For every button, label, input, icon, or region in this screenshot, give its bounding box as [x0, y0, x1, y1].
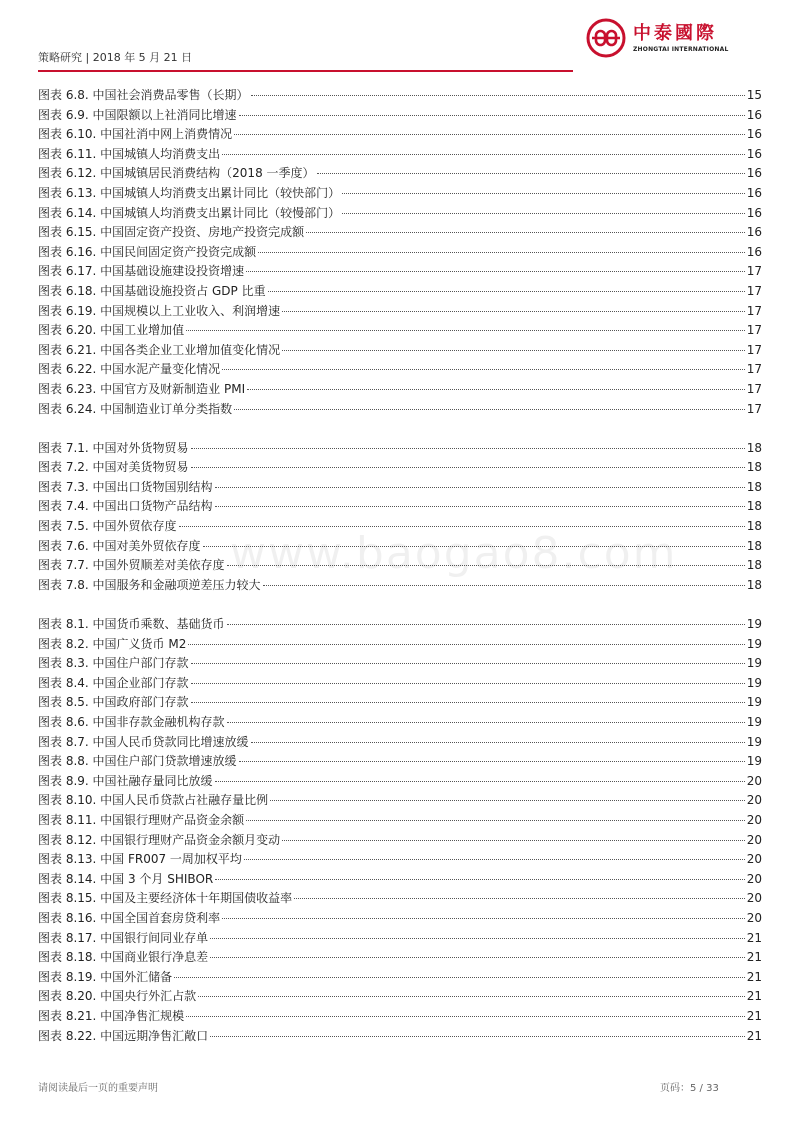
- toc-entry[interactable]: [38, 909, 762, 929]
- toc-entry-page: 19: [746, 636, 762, 651]
- toc-entry-label: 图表 6.10. 中国社消中网上消费情况: [38, 127, 233, 142]
- footer-page-number: 页码：5 / 33: [660, 1083, 719, 1094]
- toc-entry-page: 17: [746, 323, 762, 338]
- toc-entry-page: 18: [746, 558, 762, 573]
- toc-dot-leader: [342, 193, 745, 194]
- toc-entry-page: 21: [746, 989, 762, 1004]
- toc-dot-leader: [227, 722, 745, 723]
- toc-entry-page: 20: [746, 773, 762, 788]
- toc-entry-page: 21: [746, 930, 762, 945]
- toc-entry-label: 图表 6.19. 中国规模以上工业收入、利润增速: [38, 303, 281, 318]
- toc-entry[interactable]: [38, 654, 762, 674]
- toc-entry[interactable]: [38, 262, 762, 282]
- toc-entry-label: 图表 7.8. 中国服务和金融项逆差压力较大: [38, 577, 261, 592]
- toc-entry-label: 图表 7.4. 中国出口货物产品结构: [38, 499, 213, 514]
- toc-entry-label: 图表 8.22. 中国远期净售汇敞口: [38, 1028, 209, 1043]
- toc-dot-leader: [246, 271, 745, 272]
- toc-dot-leader: [244, 859, 745, 860]
- toc-entry[interactable]: [38, 439, 762, 459]
- toc-entry-page: 19: [746, 695, 762, 710]
- toc-entry[interactable]: [38, 987, 762, 1007]
- toc-entry[interactable]: [38, 478, 762, 498]
- toc-dot-leader: [234, 134, 745, 135]
- toc-dot-leader: [282, 311, 745, 312]
- footer-disclaimer: 请阅读最后一页的重要声明: [38, 1083, 158, 1094]
- toc-entry-page: 20: [746, 812, 762, 827]
- toc-entry-page: 20: [746, 871, 762, 886]
- toc-entry[interactable]: [38, 86, 762, 106]
- toc-entry[interactable]: [38, 635, 762, 655]
- toc-entry[interactable]: [38, 517, 762, 537]
- toc-entry[interactable]: [38, 772, 762, 792]
- toc-entry-page: 17: [746, 303, 762, 318]
- toc-entry[interactable]: [38, 282, 762, 302]
- toc-dot-leader: [222, 918, 745, 919]
- toc-entry[interactable]: [38, 145, 762, 165]
- zhongtai-logo-icon: [586, 18, 626, 58]
- toc-entry-label: 图表 6.9. 中国限额以上社消同比增速: [38, 107, 237, 122]
- toc-dot-leader: [191, 448, 745, 449]
- toc-entry-label: 图表 6.18. 中国基础设施投资占 GDP 比重: [38, 283, 266, 298]
- toc-entry-page: 17: [746, 283, 762, 298]
- toc-entry[interactable]: [38, 380, 762, 400]
- toc-entry-label: 图表 7.6. 中国对美外贸依存度: [38, 538, 201, 553]
- toc-entry-page: 18: [746, 479, 762, 494]
- toc-dot-leader: [215, 879, 744, 880]
- toc-entry-page: 16: [746, 166, 762, 181]
- toc-dot-leader: [282, 350, 745, 351]
- toc-entry-page: 17: [746, 362, 762, 377]
- toc-entry[interactable]: [38, 223, 762, 243]
- toc-entry-label: 图表 8.14. 中国 3 个月 SHIBOR: [38, 871, 214, 886]
- logo-chinese-name: 中泰國際: [633, 22, 717, 44]
- toc-entry[interactable]: [38, 1027, 762, 1047]
- toc-entry[interactable]: [38, 929, 762, 949]
- toc-entry[interactable]: [38, 184, 762, 204]
- toc-entry[interactable]: [38, 458, 762, 478]
- toc-entry-label: 图表 7.7. 中国外贸顺差对美依存度: [38, 558, 225, 573]
- toc-group: [38, 86, 762, 419]
- toc-entry[interactable]: [38, 968, 762, 988]
- toc-entry-label: 图表 8.12. 中国银行理财产品资金余额月变动: [38, 832, 281, 847]
- toc-dot-leader: [191, 683, 745, 684]
- toc-entry-label: 图表 7.3. 中国出口货物国别结构: [38, 479, 213, 494]
- toc-entry[interactable]: [38, 125, 762, 145]
- watermark: www.baogao8.com: [230, 528, 678, 579]
- toc-entry-page: 15: [746, 88, 762, 102]
- toc-entry-label: 图表 6.22. 中国水泥产量变化情况: [38, 362, 221, 377]
- toc-entry-page: 20: [746, 832, 762, 847]
- toc-entry[interactable]: [38, 360, 762, 380]
- toc-entry[interactable]: [38, 321, 762, 341]
- toc-dot-leader: [227, 565, 745, 566]
- toc-dot-leader: [317, 173, 745, 174]
- toc-dot-leader: [239, 115, 745, 116]
- toc-dot-leader: [282, 840, 745, 841]
- toc-entry-page: 17: [746, 381, 762, 396]
- toc-entry[interactable]: [38, 537, 762, 557]
- toc-entry-label: 图表 8.21. 中国净售汇规模: [38, 1008, 185, 1023]
- toc-dot-leader: [198, 996, 745, 997]
- toc-dot-leader: [188, 644, 744, 645]
- toc-entry[interactable]: [38, 889, 762, 909]
- toc-entry-page: 20: [746, 852, 762, 867]
- toc-entry-label: 图表 6.23. 中国官方及财新制造业 PMI: [38, 381, 246, 396]
- table-of-figures: [38, 86, 762, 1046]
- toc-dot-leader: [215, 487, 745, 488]
- toc-entry-page: 21: [746, 1028, 762, 1043]
- toc-entry-page: 17: [746, 264, 762, 279]
- toc-entry[interactable]: [38, 164, 762, 184]
- toc-entry[interactable]: [38, 948, 762, 968]
- toc-dot-leader: [258, 252, 745, 253]
- toc-entry[interactable]: [38, 850, 762, 870]
- toc-dot-leader: [247, 389, 745, 390]
- toc-dot-leader: [210, 957, 745, 958]
- toc-entry-page: 18: [746, 538, 762, 553]
- toc-entry-label: 图表 8.3. 中国住户部门存款: [38, 656, 189, 671]
- toc-entry[interactable]: [38, 556, 762, 576]
- toc-entry[interactable]: [38, 341, 762, 361]
- toc-entry-page: 19: [746, 734, 762, 749]
- toc-entry[interactable]: [38, 870, 762, 890]
- company-logo: [586, 18, 728, 58]
- toc-entry-label: 图表 6.8. 中国社会消费品零售（长期）: [38, 88, 249, 102]
- header-divider: [38, 70, 573, 72]
- toc-group: [38, 439, 762, 596]
- toc-entry[interactable]: [38, 811, 762, 831]
- toc-entry-label: 图表 6.17. 中国基础设施建设投资增速: [38, 264, 245, 279]
- toc-entry[interactable]: [38, 733, 762, 753]
- toc-entry-page: 16: [746, 205, 762, 220]
- toc-entry[interactable]: [38, 106, 762, 126]
- toc-entry-page: 19: [746, 617, 762, 632]
- toc-dot-leader: [179, 526, 745, 527]
- header-section-date: 策略研究 | 2018 年 5 月 21 日: [38, 51, 193, 64]
- toc-entry-page: 21: [746, 969, 762, 984]
- toc-entry-label: 图表 8.11. 中国银行理财产品资金余额: [38, 812, 245, 827]
- toc-entry-label: 图表 8.9. 中国社融存量同比放缓: [38, 773, 213, 788]
- toc-dot-leader: [227, 624, 745, 625]
- toc-entry-label: 图表 6.12. 中国城镇居民消费结构（2018 一季度）: [38, 166, 315, 181]
- toc-entry-label: 图表 7.1. 中国对外货物贸易: [38, 440, 189, 455]
- toc-entry-label: 图表 6.11. 中国城镇人均消费支出: [38, 146, 221, 161]
- toc-entry-label: 图表 6.16. 中国民间固定资产投资完成额: [38, 244, 257, 259]
- toc-entry-label: 图表 8.10. 中国人民币贷款占社融存量比例: [38, 793, 269, 808]
- toc-entry-label: 图表 6.14. 中国城镇人均消费支出累计同比（较慢部门）: [38, 205, 341, 220]
- toc-entry-page: 20: [746, 891, 762, 906]
- toc-dot-leader: [234, 409, 745, 410]
- toc-entry[interactable]: [38, 615, 762, 635]
- toc-entry[interactable]: [38, 752, 762, 772]
- toc-dot-leader: [186, 330, 745, 331]
- toc-entry-label: 图表 6.15. 中国固定资产投资、房地产投资完成额: [38, 225, 305, 240]
- toc-dot-leader: [191, 467, 745, 468]
- toc-dot-leader: [251, 95, 745, 96]
- toc-entry-label: 图表 8.4. 中国企业部门存款: [38, 675, 189, 690]
- toc-dot-leader: [294, 898, 745, 899]
- toc-entry-page: 16: [746, 225, 762, 240]
- toc-entry-page: 20: [746, 910, 762, 925]
- toc-entry-page: 19: [746, 715, 762, 729]
- toc-dot-leader: [215, 506, 745, 507]
- toc-dot-leader: [251, 742, 745, 743]
- toc-entry-page: 21: [746, 1008, 762, 1023]
- toc-entry-label: 图表 8.20. 中国央行外汇占款: [38, 989, 197, 1004]
- toc-dot-leader: [270, 800, 745, 801]
- toc-entry-page: 18: [746, 460, 762, 475]
- toc-dot-leader: [210, 1036, 745, 1037]
- toc-entry[interactable]: [38, 400, 762, 420]
- toc-entry-label: 图表 8.16. 中国全国首套房贷利率: [38, 910, 221, 925]
- toc-entry-label: 图表 8.15. 中国及主要经济体十年期国债收益率: [38, 891, 293, 906]
- toc-entry[interactable]: [38, 576, 762, 596]
- toc-entry-label: 图表 8.7. 中国人民币贷款同比增速放缓: [38, 734, 249, 749]
- toc-entry-page: 18: [746, 577, 762, 592]
- logo-english-name: ZHONGTAI INTERNATIONAL: [633, 45, 729, 53]
- toc-entry[interactable]: [38, 243, 762, 263]
- toc-entry-page: 19: [746, 675, 762, 690]
- toc-dot-leader: [222, 369, 745, 370]
- toc-group: [38, 615, 762, 1046]
- toc-entry[interactable]: [38, 1007, 762, 1027]
- toc-entry-page: 17: [746, 342, 762, 357]
- toc-entry-page: 16: [746, 107, 762, 122]
- toc-entry-label: 图表 8.13. 中国 FR007 一周加权平均: [38, 852, 242, 867]
- toc-entry-label: 图表 8.18. 中国商业银行净息差: [38, 950, 209, 965]
- toc-entry-page: 19: [746, 656, 762, 671]
- toc-entry-page: 16: [746, 146, 762, 161]
- toc-entry-page: 16: [746, 185, 762, 200]
- toc-entry[interactable]: [38, 497, 762, 517]
- toc-dot-leader: [239, 761, 745, 762]
- toc-entry-page: 16: [746, 244, 762, 259]
- toc-entry[interactable]: [38, 791, 762, 811]
- toc-entry-page: 18: [746, 499, 762, 514]
- toc-entry-label: 图表 8.17. 中国银行间同业存单: [38, 930, 209, 945]
- toc-entry-label: 图表 6.24. 中国制造业订单分类指数: [38, 401, 233, 416]
- toc-entry-label: 图表 8.5. 中国政府部门存款: [38, 695, 189, 710]
- toc-dot-leader: [222, 154, 745, 155]
- toc-entry-label: 图表 6.13. 中国城镇人均消费支出累计同比（较快部门）: [38, 185, 341, 200]
- toc-entry-page: 16: [746, 127, 762, 142]
- toc-entry-label: 图表 6.21. 中国各类企业工业增加值变化情况: [38, 342, 281, 357]
- toc-dot-leader: [210, 938, 745, 939]
- toc-dot-leader: [186, 1016, 745, 1017]
- toc-entry[interactable]: [38, 674, 762, 694]
- toc-entry-label: 图表 7.2. 中国对美货物贸易: [38, 460, 189, 475]
- toc-entry-label: 图表 8.19. 中国外汇储备: [38, 969, 173, 984]
- toc-entry-label: 图表 8.2. 中国广义货币 M2: [38, 636, 187, 651]
- toc-entry-page: 18: [746, 519, 762, 534]
- toc-entry[interactable]: [38, 693, 762, 713]
- toc-entry[interactable]: [38, 204, 762, 224]
- toc-entry-label: 图表 8.6. 中国非存款金融机构存款: [38, 715, 225, 729]
- toc-dot-leader: [342, 213, 745, 214]
- toc-dot-leader: [203, 546, 745, 547]
- toc-dot-leader: [191, 702, 745, 703]
- toc-entry-page: 21: [746, 950, 762, 965]
- toc-dot-leader: [306, 232, 745, 233]
- toc-entry-label: 图表 6.20. 中国工业增加值: [38, 323, 185, 338]
- toc-entry-page: 19: [746, 754, 762, 769]
- toc-dot-leader: [215, 781, 745, 782]
- toc-dot-leader: [263, 585, 745, 586]
- toc-dot-leader: [191, 663, 745, 664]
- toc-entry[interactable]: [38, 302, 762, 322]
- toc-entry[interactable]: [38, 831, 762, 851]
- toc-entry-label: 图表 8.8. 中国住户部门贷款增速放缓: [38, 754, 237, 769]
- toc-entry[interactable]: [38, 713, 762, 733]
- toc-dot-leader: [246, 820, 745, 821]
- toc-entry-page: 20: [746, 793, 762, 808]
- toc-dot-leader: [268, 291, 745, 292]
- toc-entry-label: 图表 8.1. 中国货币乘数、基础货币: [38, 617, 225, 632]
- toc-entry-page: 17: [746, 401, 762, 416]
- toc-entry-label: 图表 7.5. 中国外贸依存度: [38, 519, 177, 534]
- toc-dot-leader: [174, 977, 745, 978]
- toc-entry-page: 18: [746, 440, 762, 455]
